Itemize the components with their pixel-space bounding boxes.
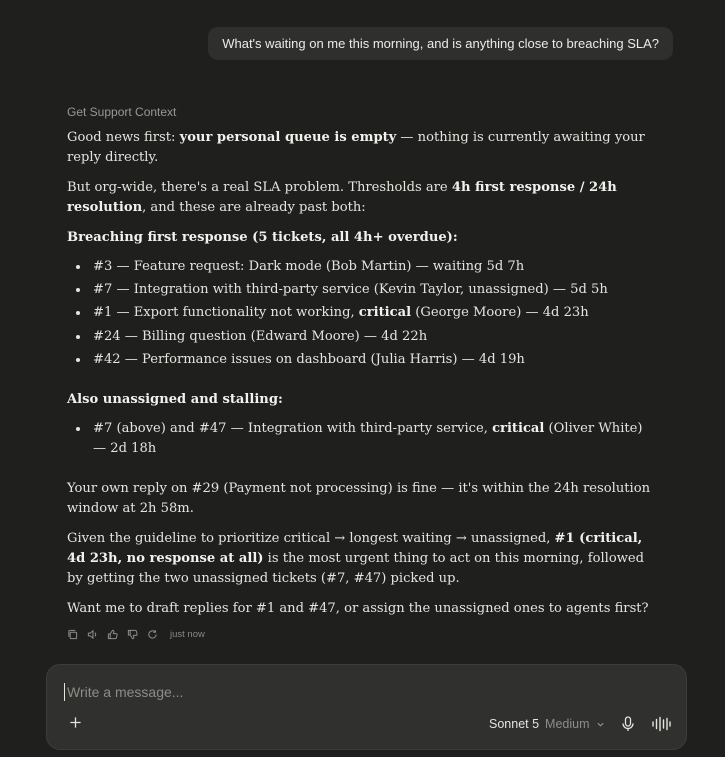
- text: #1 — Export functionality not working,: [93, 305, 359, 321]
- plus-icon[interactable]: [67, 714, 83, 730]
- list-item: #24 — Billing question (Edward Moore) — 4d 22h: [67, 327, 653, 347]
- paragraph-priority: [67, 529, 653, 589]
- bold-text: critical: [358, 305, 412, 321]
- list-item: [67, 419, 653, 459]
- breaching-tickets-list: [67, 257, 653, 370]
- text: But org-wide, there's a real SLA problem. Thresholds are: [67, 180, 452, 195]
- bold-text: critical: [492, 420, 545, 436]
- chevron-down-icon: [596, 720, 605, 729]
- retry-icon[interactable]: [147, 629, 158, 640]
- list-item: #7 — Integration with third-party service (Kevin Taylor, unassigned) — 5d 5h: [67, 280, 653, 300]
- bold-text: 4h first response / 24h resolution: [67, 180, 617, 215]
- list-item: [67, 303, 653, 323]
- speaker-icon[interactable]: [87, 629, 98, 640]
- text: is the most urgent thing to act on this morning, followed by getting the two unassigned tickets (#7, #47) picked up.: [67, 550, 645, 586]
- text: (George Moore) — 4d 23h: [411, 305, 589, 321]
- unassigned-tickets-list: [67, 419, 653, 459]
- model-selector[interactable]: [489, 717, 605, 731]
- message-actions: [67, 629, 653, 640]
- copy-icon[interactable]: [67, 629, 78, 640]
- paragraph-sla-problem: [67, 178, 653, 218]
- paragraph-own-reply: Your own reply on #29 (Payment not processing) is fine — it's within the 24h resolution window at 2h 58m.: [67, 480, 651, 516]
- thumbs-down-icon[interactable]: [127, 629, 138, 640]
- bold-text: #1 (critical, 4d 23h, no response at all): [67, 530, 643, 566]
- text: Given the guideline to prioritize critical → longest waiting → unassigned,: [67, 530, 555, 546]
- text: (Oliver White) — 2d 18h: [93, 420, 643, 456]
- microphone-icon[interactable]: [621, 716, 635, 732]
- text: , and these are already past both:: [142, 200, 366, 215]
- text: #7 (above) and #47 — Integration with third-party service,: [93, 420, 493, 436]
- heading-breaching-first-response: Breaching first response (5 tickets, all 4h+ overdue):: [67, 230, 458, 245]
- tool-use-label[interactable]: Get Support Context: [67, 105, 177, 119]
- assistant-message: [67, 105, 653, 640]
- thumbs-up-icon[interactable]: [107, 629, 118, 640]
- effort-level: Medium: [545, 717, 590, 731]
- paragraph-queue-status: [67, 128, 653, 168]
- list-item: #42 — Performance issues on dashboard (Julia Harris) — 4d 19h: [67, 350, 653, 370]
- user-message-bubble: What's waiting on me this morning, and is anything close to breaching SLA?: [208, 27, 673, 60]
- message-input[interactable]: [64, 683, 664, 701]
- voice-waveform-icon[interactable]: [651, 716, 671, 732]
- bold-text: your personal queue is empty: [179, 130, 397, 145]
- text: — nothing is currently awaiting your reply directly.: [67, 130, 645, 165]
- model-name: Sonnet 5: [489, 717, 540, 731]
- paragraph-question: Want me to draft replies for #1 and #47, or assign the unassigned ones to agents first?: [67, 600, 649, 616]
- list-item: #3 — Feature request: Dark mode (Bob Martin) — waiting 5d 7h: [67, 257, 653, 277]
- message-composer: [46, 664, 687, 750]
- heading-unassigned-stalling: Also unassigned and stalling:: [67, 391, 283, 407]
- message-timestamp: just now: [170, 628, 205, 640]
- text: Good news first:: [67, 130, 180, 145]
